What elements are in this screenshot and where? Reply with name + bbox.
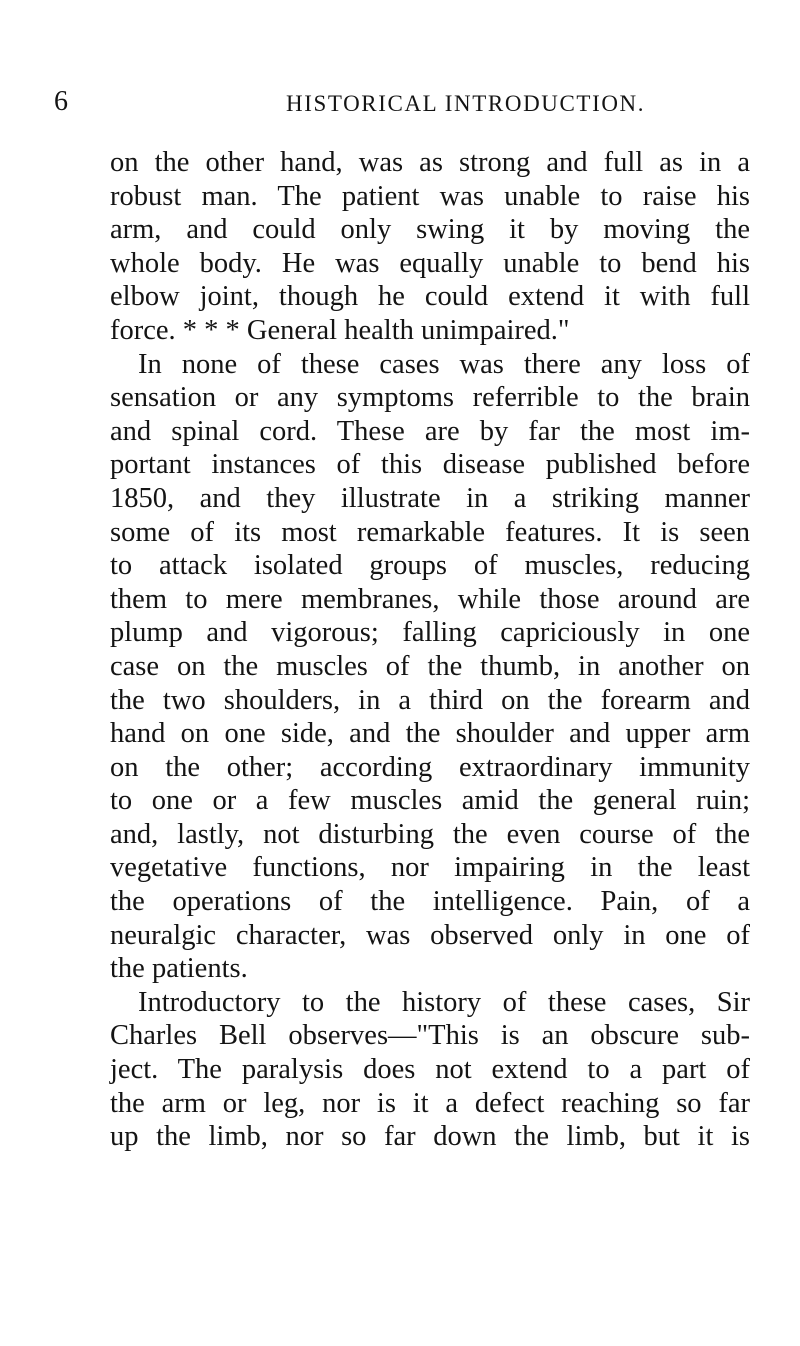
text-line: the patients. [110,953,248,985]
text-line: case on the muscles of the thumb, in another on [110,650,750,682]
text-line: neuralgic character, was observed only in one of [110,919,750,951]
text-line: arm, and could only swing it by moving the [110,214,750,246]
paragraph-start-line: In none of these cases was there any loss of [138,348,750,380]
text-line: plump and vigorous; falling capriciously in one [110,617,750,649]
text-line: force. * * * General health unimpaired." [110,314,570,346]
text-line: elbow joint, though he could extend it with full [110,281,750,313]
text-line: on the other hand, was as strong and full as in a [110,147,750,178]
text-line: hand on one side, and the shoulder and upper arm [110,718,750,750]
text-line: ject. The paralysis does not extend to a part of [110,1054,750,1086]
text-line: up the limb, nor so far down the limb, but it is [110,1121,750,1153]
text-line: sensation or any symptoms referrible to the brain [110,382,750,414]
text-line: vegetative functions, nor impairing in the least [110,852,750,884]
text-line: robust man. The patient was unable to raise his [110,180,750,212]
body-text [110,146,750,1154]
text-line: 1850, and they illustrate in a striking manner [110,482,750,514]
page-number: 6 [54,86,69,117]
text-line: some of its most remarkable features. It is seen [110,516,750,548]
text-line: and, lastly, not disturbing the even course of the [110,818,750,850]
text-line: Charles Bell observes—"This is an obscure sub- [110,1020,750,1052]
text-line: the arm or leg, nor is it a defect reaching so far [110,1087,750,1119]
text-line: portant instances of this disease published before [110,449,750,481]
running-head: HISTORICAL INTRODUCTION. [286,91,646,116]
text-line: the operations of the intelligence. Pain, of a [110,886,750,918]
text-line: whole body. He was equally unable to bend his [110,247,750,279]
text-line: and spinal cord. These are by far the most im- [110,415,750,447]
text-line: the two shoulders, in a third on the forearm and [110,684,750,716]
text-line: to one or a few muscles amid the general ruin; [110,785,750,817]
text-line: them to mere membranes, while those around are [110,583,750,615]
paragraph-start-line: Introductory to the history of these cases, Sir [138,986,750,1018]
text-line: on the other; according extraordinary immunity [110,751,750,783]
text-line: to attack isolated groups of muscles, reducing [110,550,750,582]
